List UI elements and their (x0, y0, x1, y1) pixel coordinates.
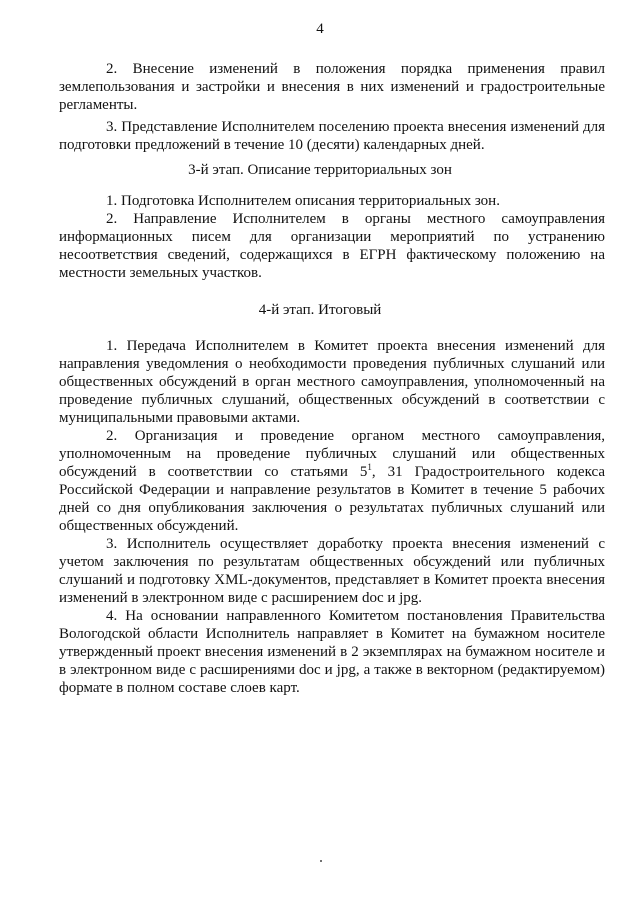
scan-speck (320, 860, 322, 862)
stage3-item-1: 1. Подготовка Исполнителем описания территориальных зон. (106, 193, 500, 209)
stage3-section (59, 192, 605, 282)
stage4-heading: 4-й этап. Итоговый (258, 302, 382, 318)
stage4-item-2-text-start: 2. Организация и проведение органом местного самоуправления, уполномоченным на проведение публичных слушаний или общественных обсуждений в соответствии со статьями 5 (59, 428, 605, 480)
stage4-item-2-text-end: , 31 Градостроительного кодекса Российской Федерации и направление результатов в Комитет в течение 5 рабочих дней со дня опубликования заключения о результатах публичных слушаний или общественных обсуждений. (59, 464, 605, 534)
stage2-item-2: 2. Внесение изменений в положения порядка применения правил землепользования и застройки и внесения в них изменений и градостроительные регламенты. (59, 61, 605, 113)
stage2-continuation (59, 60, 605, 154)
stage4-item-1: 1. Передача Исполнителем в Комитет проекта внесения изменений для направления уведомления о необходимости проведения публичных слушаний или общественных обсуждений в орган местного самоуправления, уполномоченный на проведение публичных слушаний, общественных обсуждений в соответствии с муниципальными правовыми актами. (59, 338, 605, 426)
stage3-heading: 3-й этап. Описание территориальных зон (188, 162, 452, 178)
stage4-item-4: 4. На основании направленного Комитетом постановления Правительства Вологодской области Исполнитель направляет в Комитет на бумажном носителе утвержденный проект внесения изменений в 2 экземплярах на бумажном носителе и в электронном виде с расширениями doc и jpg, а также в векторном (редактируемом) формате в полном составе слоев карт. (59, 608, 605, 696)
page-number: 4 (316, 21, 324, 37)
stage2-item-3: 3. Представление Исполнителем поселению проекта внесения изменений для подготовки предложений в течение 10 (десяти) календарных дней. (59, 119, 605, 153)
footnote-superscript: 1 (367, 462, 372, 472)
stage4-section (59, 337, 605, 697)
stage3-item-2: 2. Направление Исполнителем в органы местного самоуправления информационных писем для организации мероприятий по устранению несоответствия сведений, содержащихся в ЕГРН фактическому положению на местности земельных участков. (59, 211, 605, 281)
stage4-item-2 (59, 427, 605, 535)
stage4-item-3: 3. Исполнитель осуществляет доработку проекта внесения изменений с учетом заключения по результатам общественных обсуждений или публичных слушаний и подготовку XML-документов, представляет в Комитет проекта внесения изменений в электронном виде с расширением doc и jpg. (59, 536, 605, 606)
